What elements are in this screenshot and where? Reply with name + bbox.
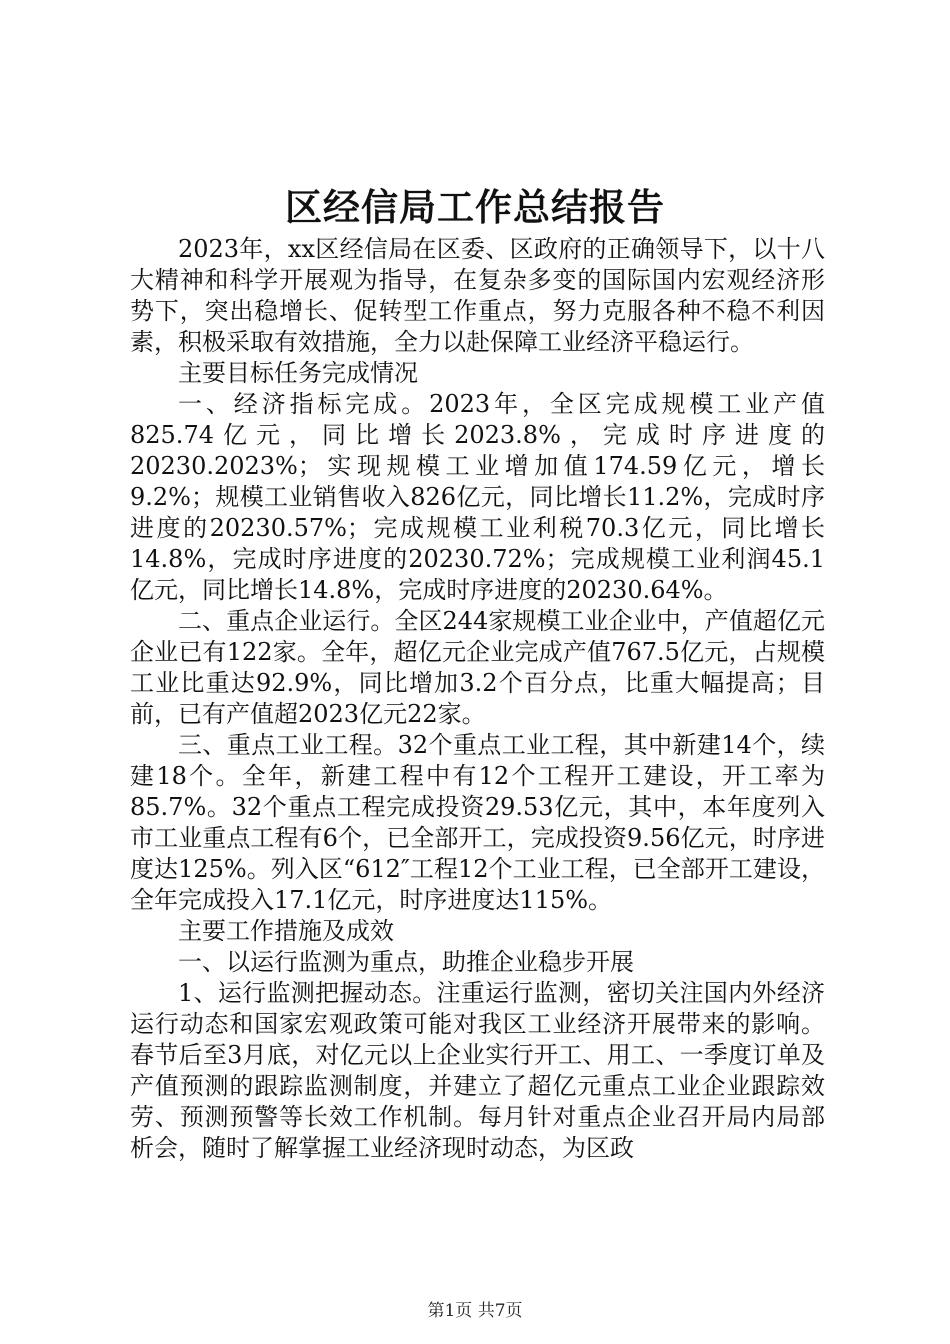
section-heading-measures: 主要工作措施及成效	[178, 917, 394, 945]
intro-paragraph: 2023年，xx区经信局在区委、区政府的正确领导下，以十八大精神和科学开展观为指导，在复杂多变的国际国内宏观经济形势下，突出稳增长、促转型工作重点，努力克服各种不稳不利因素，积极采取有效措施，全力以赴保障工业经济平稳运行。	[130, 235, 825, 356]
page-footer: 第1页 共7页	[427, 1301, 523, 1321]
paragraph-key-projects: 三、重点工业工程。32个重点工业工程，其中新建14个，续建18个。全年，新建工程中有12个工程开工建设，开工率为85.7%。32个重点工程完成投资29.53亿元，其中，本年度列入市工业重点工程有6个，已全部开工，完成投资9.56亿元，时序进度达125%。列入区“612″工程12个工业工程，已全部开工建设，全年完成投入17.1亿元，时序进度达115%。	[130, 731, 825, 914]
section-heading-targets: 主要目标任务完成情况	[178, 359, 418, 387]
paragraph-monitoring: 1、运行监测把握动态。注重运行监测，密切关注国内外经济运行动态和国家宏观政策可能对我区工业经济开展带来的影响。春节后至3月底，对亿元以上企业实行开工、用工、一季度订单及产值预测的跟踪监测制度，并建立了超亿元重点工业企业跟踪效劳、预测预警等长效工作机制。每月针对重点企业召开局内局部析会，随时了解掌握工业经济现时动态，为区政	[130, 979, 825, 1162]
document-body	[130, 234, 825, 1164]
subsection-heading-monitoring: 一、以运行监测为重点，助推企业稳步开展	[178, 948, 634, 976]
paragraph-key-enterprises: 二、重点企业运行。全区244家规模工业企业中，产值超亿元企业已有122家。全年，超亿元企业完成产值767.5亿元，占规模工业比重达92.9%，同比增加3.2个百分点，比重大幅提高；目前，已有产值超2023亿元22家。	[130, 607, 825, 728]
paragraph-economic-indicators: 一、经济指标完成。2023年，全区完成规模工业产值825.74亿元，同比增长2023.8%，完成时序进度的20230.2023%；实现规模工业增加值174.59亿元，增长9.2%；规模工业销售收入826亿元，同比增长11.2%，完成时序进度的20230.57%；完成规模工业利税70.3亿元，同比增长14.8%，完成时序进度的20230.72%；完成规模工业利润45.1亿元，同比增长14.8%，完成时序进度的20230.64%。	[130, 390, 825, 604]
document-title: 区经信局工作总结报告	[285, 185, 665, 229]
